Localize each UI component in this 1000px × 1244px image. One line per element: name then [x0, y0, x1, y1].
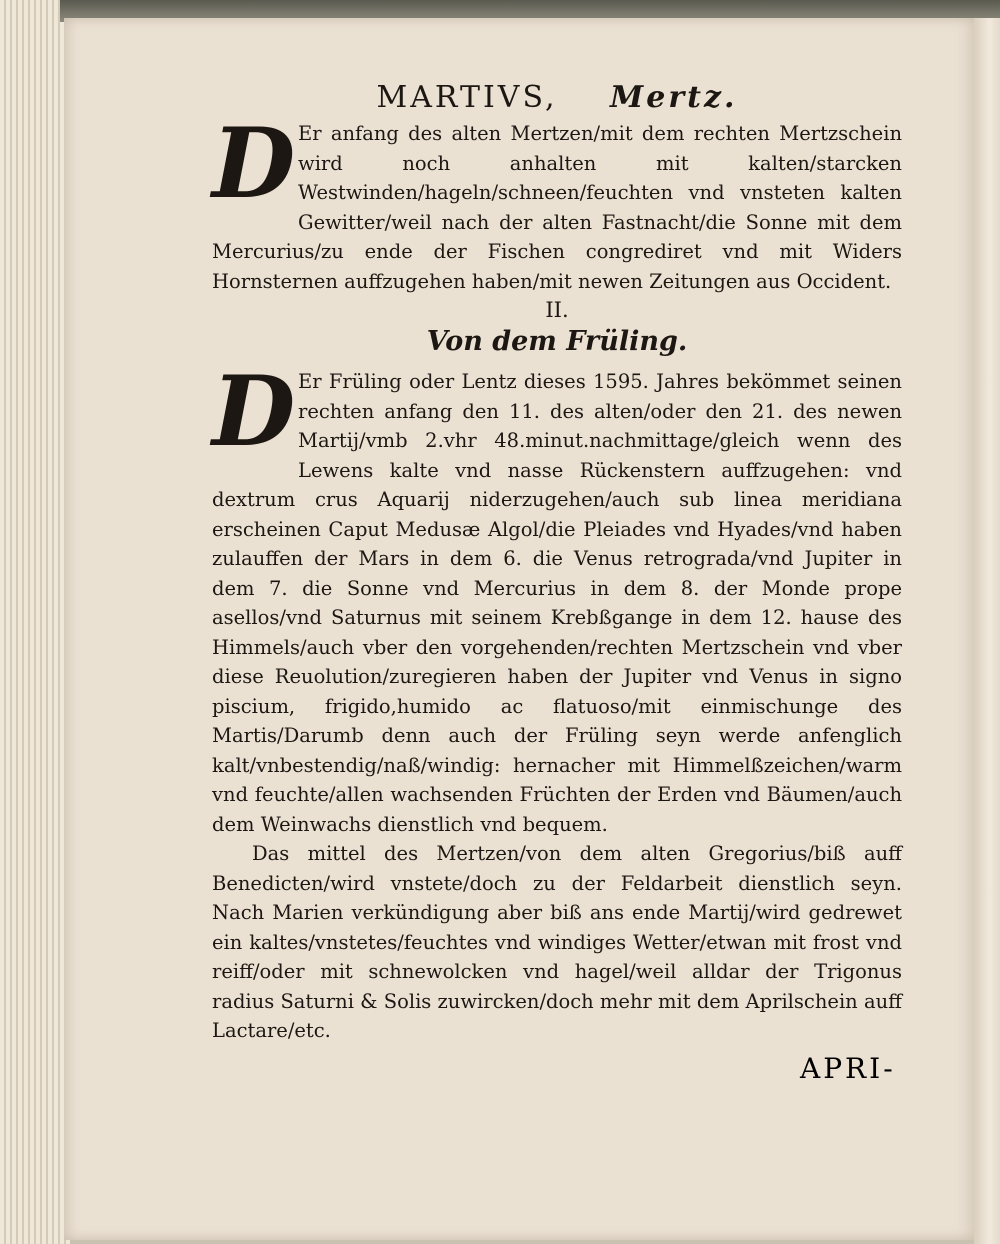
section-number: II.	[545, 298, 569, 322]
dropcap-initial-2: D	[212, 355, 296, 468]
catchword: APRI-	[800, 1052, 896, 1085]
running-header	[212, 80, 902, 115]
page-text-block	[212, 80, 902, 1046]
paragraph-march-text: Er anfang des alten Mertzen/mit dem rechten Mertzschein wird noch anhalten mit kalten/starcken Westwinden/hageln/schneen/feuchten vnd vnsteten kalten Gewitter/weil nach der alten Fastnacht/die Sonne mit dem Mercurius/zu ende der Fischen congrediret vnd mit Widers Hornsternen auffzugehen haben/mit newen Zeitungen aus Occident.	[212, 122, 902, 293]
paragraph-spring-text: Er Früling oder Lentz dieses 1595. Jahres bekömmet seinen rechten anfang den 11. des alten/oder den 21. des newen Martij/vmb 2.vhr 48.minut.nachmittage/gleich wenn des Lewens kalte vnd nasse Rückenstern auffzugehen: vnd dextrum crus Aquarij niderzugehen/auch sub linea meridiana erscheinen Caput Medusæ Algol/die Pleiades vnd Hyades/vnd haben zulauffen der Mars in dem 6. die Venus retrograda/vnd Jupiter in dem 7. die Sonne vnd Mercurius in dem 8. der Monde prope asellos/vnd Saturnus mit seinem Krebßgange in dem 12. hause des Himmels/auch vber den vorgehenden/rechten Mertzschein vnd vber diese Reuolution/zuregieren haben der Jupiter vnd Venus in signo piscium, frigido,humido ac flatuoso/mit einmischunge des Martis/Darumb denn auch der Früling seyn werde anfenglich kalt/vnbestendig/naß/windig: hernacher mit Himmelßzeichen/warm vnd feuchte/allen wachsenden Früchten der Erden vnd Bäumen/auch dem Weinwachs dienstlich vnd bequem.	[212, 370, 902, 836]
header-latin: MARTIVS,	[376, 80, 558, 115]
paragraph-middle-march	[212, 839, 902, 1046]
section-title: Von dem Früling.	[426, 326, 688, 357]
paragraph-spring	[212, 355, 902, 839]
header-german: Mertz.	[610, 80, 738, 115]
paragraph-middle-march-text: Das mittel des Mertzen/von dem alten Gregorius/biß auff Benedicten/wird vnstete/doch zu der Feldarbeit dienstlich seyn. Nach Marien verkündigung aber biß ans ende Martij/wird gedrewet ein kaltes/vnstetes/feuchtes vnd windiges Wetter/etwan mit frost vnd reiff/oder mit schnewolcken vnd hagel/weil alldar der Trigonus radius Saturni & Solis zuwircken/doch mehr mit dem Aprilschein auff Lactare/etc.	[212, 842, 902, 1042]
book-gutter	[974, 18, 1000, 1244]
paragraph-march	[212, 107, 902, 296]
book-page-edges	[0, 0, 70, 1244]
dropcap-initial: D	[212, 107, 296, 220]
